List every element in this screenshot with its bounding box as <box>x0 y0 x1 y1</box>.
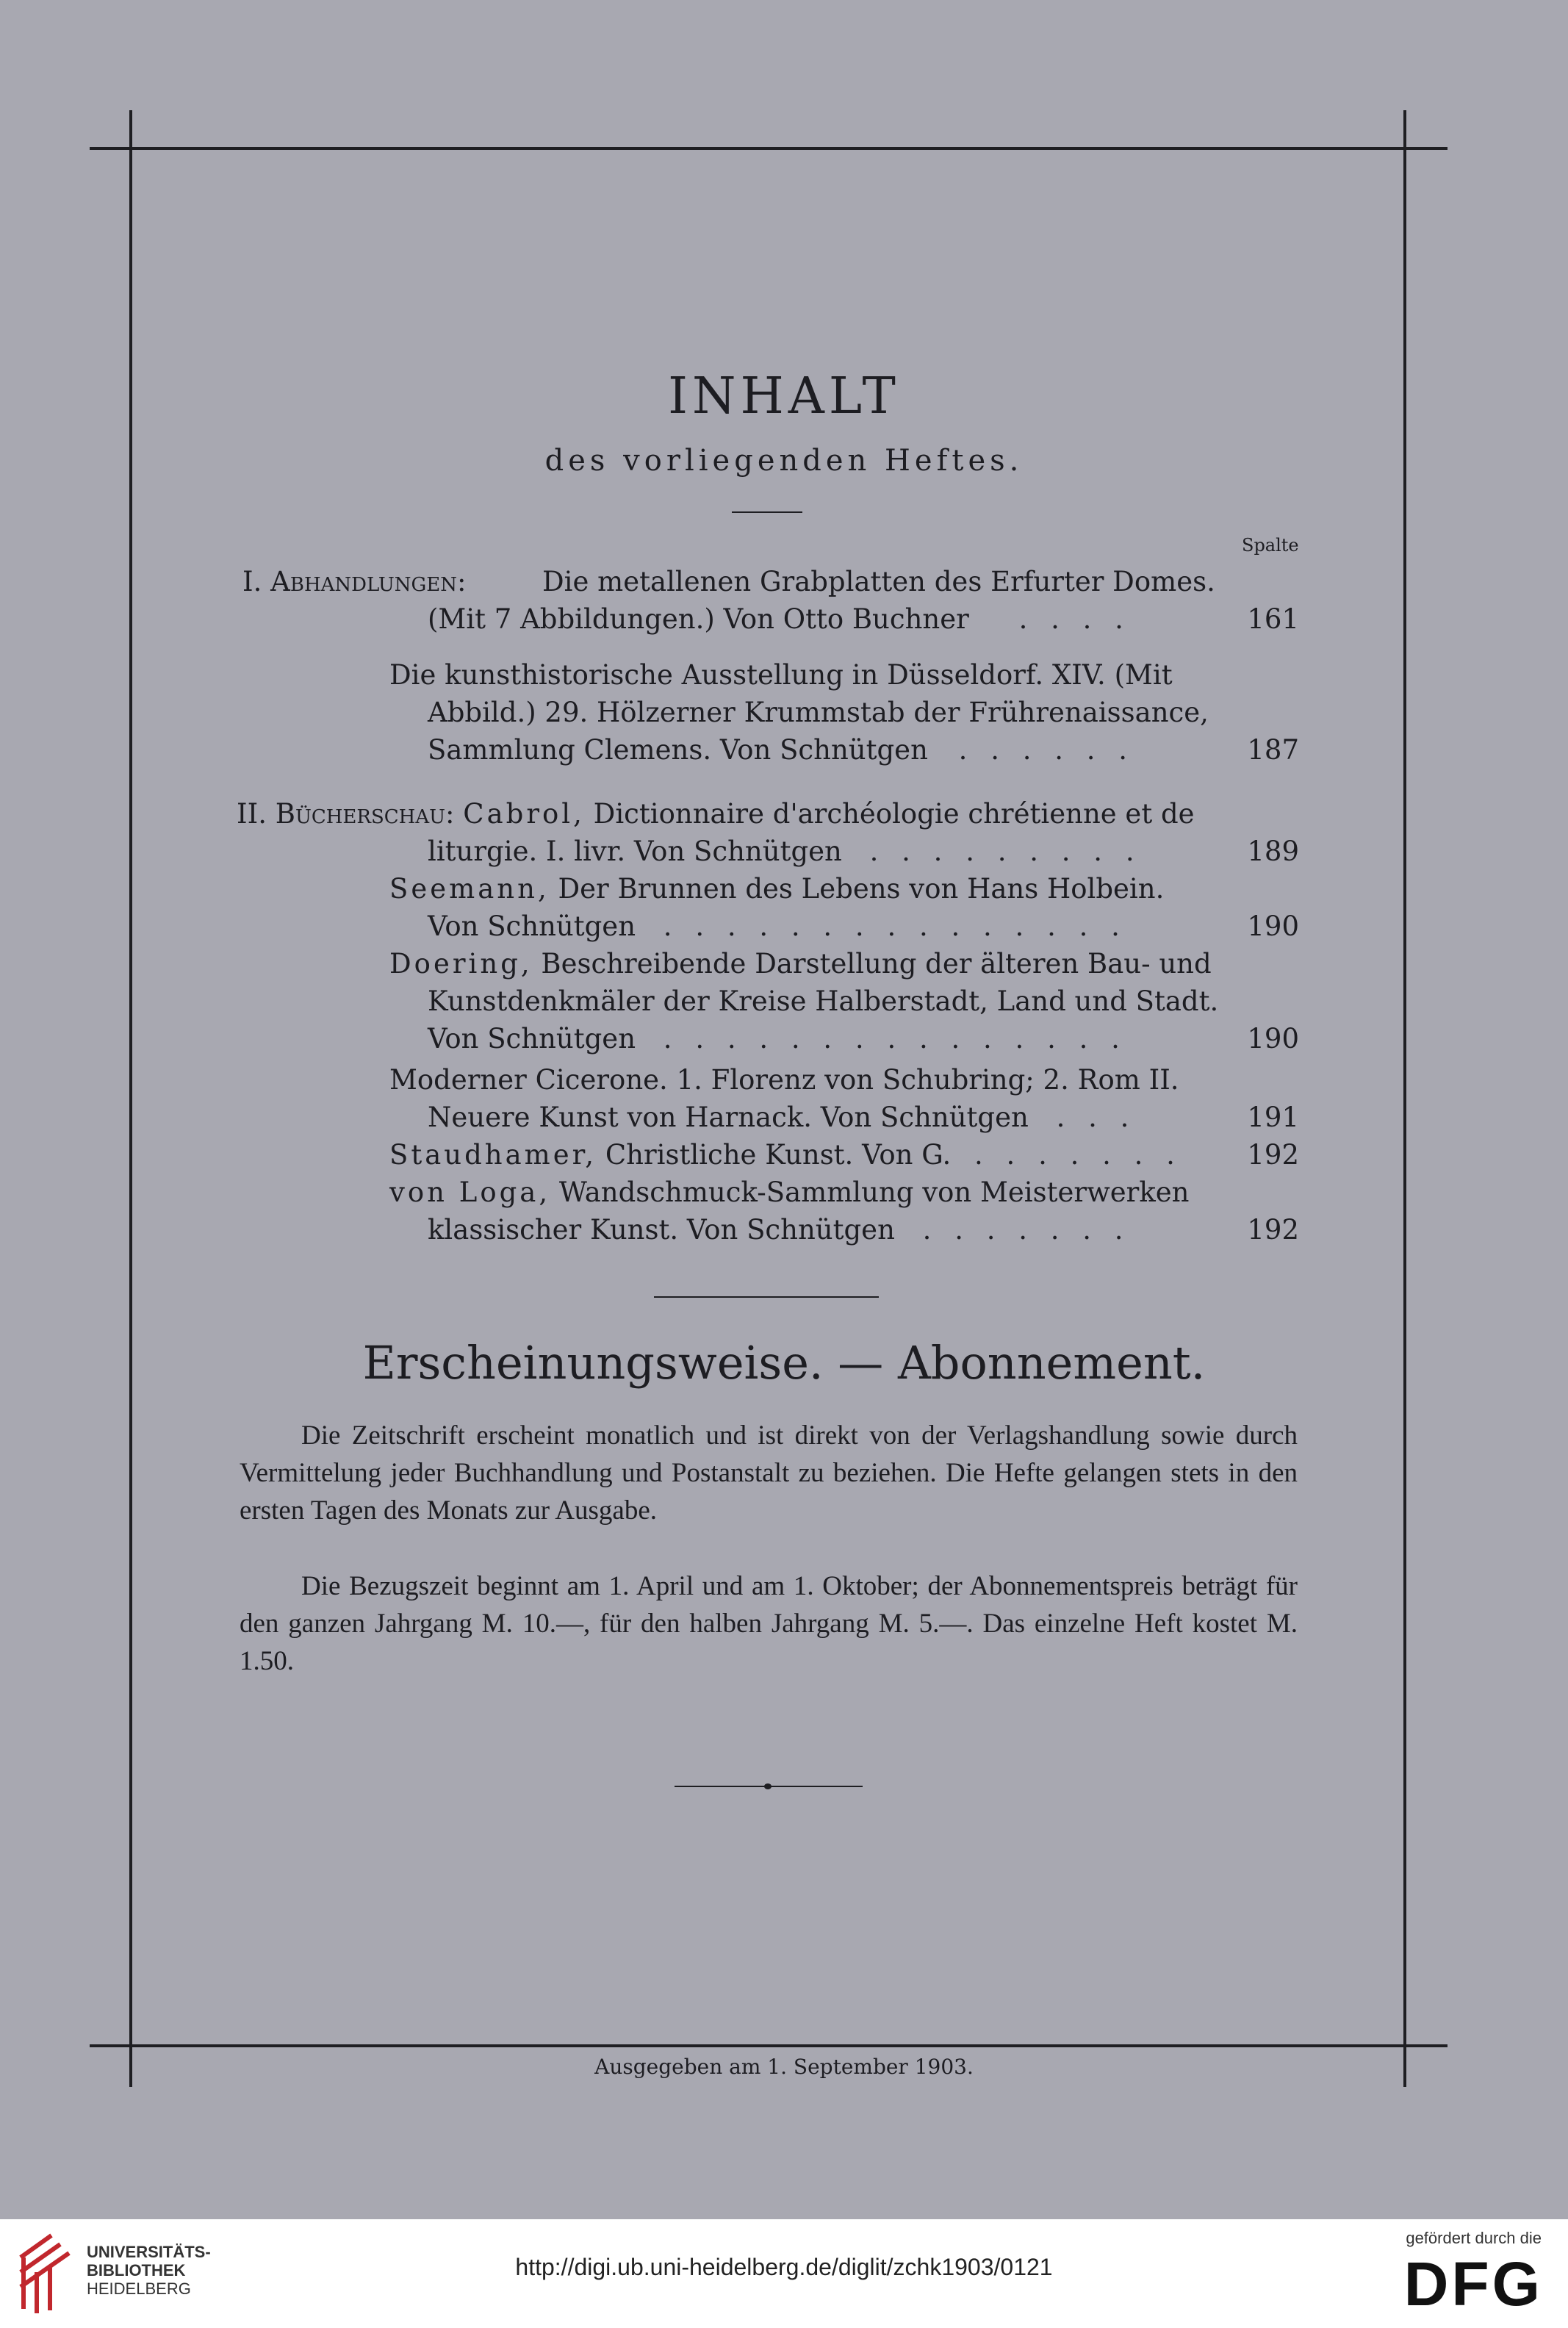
leader-dots: . . . . . . <box>958 734 1135 766</box>
page-title: INHALT <box>668 367 900 425</box>
leader-dots: . . . . . . . . . <box>869 836 1142 867</box>
leader-dots: . . . <box>1056 1102 1137 1133</box>
leader-dots: . . . . . . . <box>922 1214 1131 1246</box>
toc-entry-line: liturgie. I. livr. Von Schnütgen . . . . . . . . . <box>428 836 1142 867</box>
subscription-heading: Erscheinungsweise. — Abonnement. <box>362 1336 1206 1390</box>
toc-entry-line: Staudhamer, Christliche Kunst. Von G. . . . . . . . <box>389 1139 1182 1171</box>
frame-bottom-rule <box>90 2044 1447 2047</box>
toc-entry-line: Die kunsthistorische Ausstellung in Düsseldorf. XIV. (Mit <box>389 659 1173 691</box>
page-number: 190 <box>1247 910 1299 942</box>
toc-author: Seemann, <box>389 873 550 905</box>
page-number: 161 <box>1247 603 1299 635</box>
sponsor-label: gefördert durch die <box>1406 2229 1542 2247</box>
toc-author: von Loga, <box>389 1176 551 1208</box>
leader-dots: . . . . . . . <box>974 1139 1182 1171</box>
issue-date: Ausgegeben am 1. September 1903. <box>594 2055 974 2079</box>
toc-section-label: I. Abhandlungen: <box>242 566 467 597</box>
toc-entry-line: Von Schnütgen . . . . . . . . . . . . . . . <box>428 910 1127 942</box>
toc-author: Staudhamer, <box>389 1139 597 1171</box>
page-number: 192 <box>1247 1139 1299 1171</box>
subscription-paragraph-2: Die Bezugszeit beginnt am 1. April und am 1. Oktober; der Abonnementspreis beträgt für den ganzen Jahrgang M. 10.—, für den halben Jahrgang M. 5.—. Das einzelne Heft kostet M. 1.50. <box>240 1571 1298 1676</box>
toc-author: Cabrol, <box>463 798 585 830</box>
toc-entry-line: Doering, Beschreibende Darstellung der älteren Bau- und <box>389 948 1212 980</box>
page-number: 192 <box>1247 1214 1299 1246</box>
dfg-logo: DFG <box>1403 2249 1543 2318</box>
toc-entry-line: Abbild.) 29. Hölzerner Krummstab der Frührenaissance, <box>428 697 1209 728</box>
leader-dots: . . . . . . . . . . . . . . . <box>663 1023 1127 1055</box>
page-number: 190 <box>1247 1023 1299 1055</box>
leader-dots: . . . . . . . . . . . . . . . <box>663 910 1127 942</box>
leader-dots: . . . . <box>1018 603 1131 635</box>
ornament-divider <box>675 1783 863 1790</box>
title-divider <box>732 511 802 513</box>
section-divider <box>654 1296 879 1298</box>
toc-entry-line: Neuere Kunst von Harnack. Von Schnütgen . . . <box>428 1102 1137 1133</box>
page-url-link[interactable]: http://digi.ub.uni-heidelberg.de/diglit/zchk1903/0121 <box>515 2254 1053 2280</box>
toc-entry-line: Die metallenen Grabplatten des Erfurter Domes. <box>542 566 1215 597</box>
page-number: 191 <box>1247 1102 1299 1133</box>
toc-entry-line: Kunstdenkmäler der Kreise Halberstadt, Land und Stadt. <box>428 985 1219 1017</box>
column-label: Spalte <box>1242 535 1299 556</box>
toc-section-label: II. Bücherschau: Cabrol, Dictionnaire d'archéologie chrétienne et de <box>237 798 1195 830</box>
toc-entry-line: klassischer Kunst. Von Schnütgen . . . . . . . <box>428 1214 1131 1246</box>
toc-entry-line: Seemann, Der Brunnen des Lebens von Hans Holbein. <box>389 873 1165 905</box>
toc-entry-line: (Mit 7 Abbildungen.) Von Otto Buchner . . . . <box>428 603 1131 635</box>
page-number: 187 <box>1247 734 1299 766</box>
toc-author: Doering, <box>389 948 533 980</box>
toc-entry-line: Sammlung Clemens. Von Schnütgen . . . . . . <box>428 734 1135 766</box>
frame-top-rule <box>90 147 1447 150</box>
subscription-paragraph-1: Die Zeitschrift erscheint monatlich und ist direkt von der Verlagshandlung sowie durch Vermittelung jeder Buchhandlung und Postanstalt zu beziehen. Die Hefte gelangen stets in den ersten Tagen des Monats zur Ausgabe. <box>240 1420 1298 1526</box>
toc-entry-line: von Loga, Wandschmuck-Sammlung von Meisterwerken <box>389 1176 1190 1208</box>
library-name: UNIVERSITÄTS- BIBLIOTHEK HEIDELBERG <box>87 2243 211 2298</box>
page-subtitle: des vorliegenden Heftes. <box>544 444 1024 478</box>
toc-entry-line: Von Schnütgen . . . . . . . . . . . . . . . <box>428 1023 1127 1055</box>
page-number: 189 <box>1247 836 1299 867</box>
toc-entry-line: Moderner Cicerone. 1. Florenz von Schubring; 2. Rom II. <box>389 1064 1179 1096</box>
